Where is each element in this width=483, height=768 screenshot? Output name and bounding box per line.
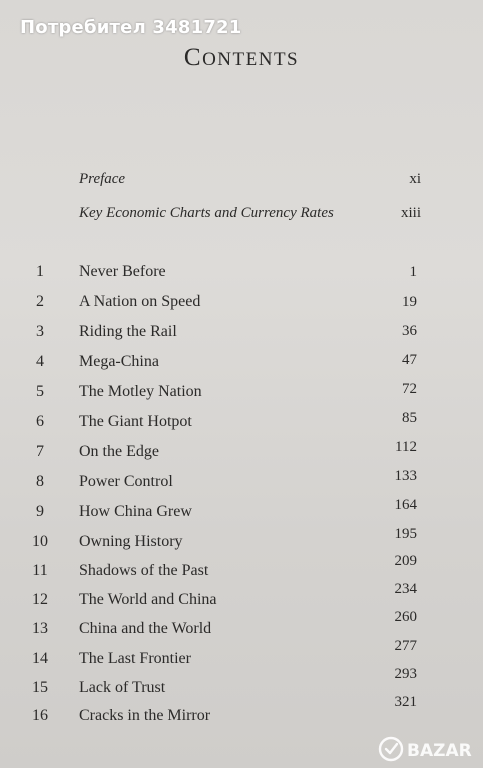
chapter-number: 1 <box>36 263 44 280</box>
chapter-number: 7 <box>36 443 44 460</box>
chapter-number: 8 <box>36 473 44 490</box>
chapter-number: 4 <box>36 353 44 370</box>
chapter-page: 260 <box>394 609 417 625</box>
chapter-page: 1 <box>409 264 417 280</box>
chapter-row <box>0 353 483 375</box>
chapter-page: 85 <box>402 410 417 426</box>
chapter-title: How China Grew <box>79 503 192 520</box>
chapter-page: 72 <box>402 381 417 397</box>
bazar-logo <box>377 732 475 762</box>
chapter-title: On the Edge <box>79 443 159 460</box>
chapter-title: The Giant Hotpot <box>79 413 192 430</box>
front-matter-title: Preface <box>79 171 126 187</box>
chapter-number: 12 <box>32 591 48 608</box>
chapter-row <box>0 526 483 555</box>
chapter-page: 133 <box>394 468 417 484</box>
title-initial: C <box>183 44 203 71</box>
chapter-number: 10 <box>32 533 48 550</box>
front-matter-title: Key Economic Charts and Currency Rates <box>79 205 334 221</box>
chapter-title: Never Before <box>79 263 166 280</box>
chapter-number: 14 <box>32 650 48 667</box>
chapter-page: 234 <box>394 581 417 597</box>
chapter-page: 19 <box>402 294 417 310</box>
chapter-title: The Motley Nation <box>79 383 202 400</box>
chapter-row <box>0 263 483 285</box>
title-rest: ONTENTS <box>202 49 300 70</box>
chapter-number: 6 <box>36 413 44 430</box>
front-matter-page: xi <box>409 171 421 187</box>
chapter-page: 47 <box>402 352 417 368</box>
chapter-number: 16 <box>32 707 48 724</box>
chapter-row <box>0 410 483 435</box>
chapter-page: 164 <box>394 497 417 513</box>
chapter-number: 13 <box>32 620 48 637</box>
chapter-page: 209 <box>394 553 417 569</box>
chapter-row <box>0 293 483 315</box>
page-title <box>0 44 483 72</box>
chapter-row <box>0 439 483 465</box>
chapter-title: The World and China <box>79 591 217 608</box>
chapter-page: 195 <box>394 526 417 542</box>
chapter-page: 277 <box>394 638 417 654</box>
chapter-row <box>0 323 483 345</box>
chapter-title: A Nation on Speed <box>79 293 201 310</box>
bazar-logo-mark <box>377 732 475 762</box>
chapter-title: Cracks in the Mirror <box>79 707 211 724</box>
chapter-number: 2 <box>36 293 44 310</box>
chapter-number: 3 <box>36 323 44 340</box>
chapter-title: Riding the Rail <box>79 323 177 340</box>
logo-text: BAZAR <box>407 741 472 761</box>
chapter-row <box>0 694 483 729</box>
chapter-row <box>0 383 483 405</box>
chapter-page: 293 <box>394 666 417 682</box>
chapter-number: 9 <box>36 503 44 520</box>
chapter-row <box>0 468 483 495</box>
chapter-page: 112 <box>395 439 417 455</box>
chapter-number: 5 <box>36 383 44 400</box>
chapter-number: 11 <box>32 562 48 579</box>
front-matter-page: xiii <box>400 205 421 221</box>
chapter-page: 36 <box>402 323 417 339</box>
chapter-title: Shadows of the Past <box>79 562 209 579</box>
chapter-title: Mega-China <box>79 353 159 370</box>
user-watermark: Потребител 3481721 <box>20 17 242 38</box>
chapter-title: Lack of Trust <box>79 679 166 696</box>
chapter-number: 15 <box>32 679 48 696</box>
chapter-page: 321 <box>394 694 417 710</box>
chapter-row <box>0 497 483 525</box>
chapter-title: China and the World <box>79 620 212 637</box>
chapter-title: Owning History <box>79 533 183 550</box>
chapter-title: The Last Frontier <box>79 650 191 667</box>
chapter-title: Power Control <box>79 473 173 490</box>
